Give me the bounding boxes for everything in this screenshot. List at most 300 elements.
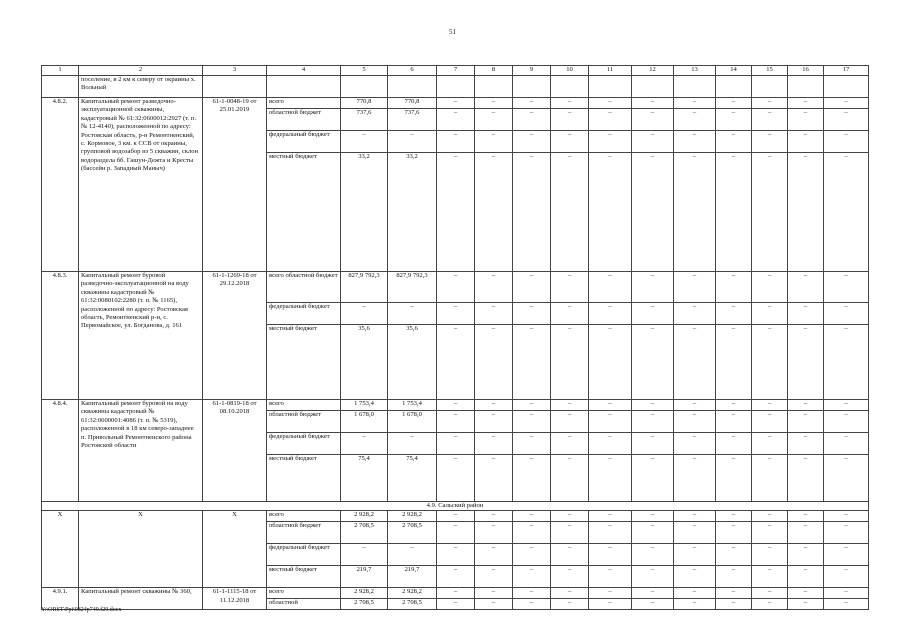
dash-cell: –	[475, 131, 513, 153]
dash-cell: –	[716, 433, 752, 455]
column-header: 7	[437, 66, 475, 76]
dash-cell: –	[716, 599, 752, 610]
dash-cell: –	[475, 153, 513, 272]
dash-cell: –	[551, 566, 589, 588]
dash-cell: –	[437, 400, 475, 411]
dash-cell: –	[788, 411, 824, 433]
dash-cell: –	[632, 433, 674, 455]
dash-cell: –	[788, 455, 824, 502]
dash-cell: –	[513, 272, 551, 303]
dash-cell: –	[513, 522, 551, 544]
dash-cell: –	[824, 566, 869, 588]
dash-cell: –	[752, 131, 788, 153]
dash-cell: –	[551, 544, 589, 566]
column-header: 15	[752, 66, 788, 76]
column-header: 4	[267, 66, 341, 76]
dash-cell: –	[632, 153, 674, 272]
amount-cell: 35,6	[341, 325, 388, 400]
dash-cell: –	[752, 400, 788, 411]
empty-cell	[267, 76, 341, 98]
dash-cell: –	[824, 109, 869, 131]
footer-path: Y:\ORST\Ppi\0824p749.f20.docx	[41, 607, 122, 613]
dash-cell: –	[632, 98, 674, 109]
amount-cell: –	[388, 303, 437, 325]
dash-cell: –	[589, 511, 632, 522]
dash-cell: –	[437, 153, 475, 272]
dash-cell: –	[716, 98, 752, 109]
empty-cell	[752, 76, 788, 98]
column-header: 12	[632, 66, 674, 76]
dash-cell: –	[589, 522, 632, 544]
amount-cell: 737,6	[388, 109, 437, 131]
page-number: 51	[449, 28, 456, 36]
dash-cell: –	[674, 588, 716, 599]
dash-cell: –	[632, 272, 674, 303]
dash-cell: –	[752, 599, 788, 610]
dash-cell: –	[824, 544, 869, 566]
amount-cell: 2 708,5	[341, 522, 388, 544]
dash-cell: –	[632, 325, 674, 400]
dash-cell: –	[437, 411, 475, 433]
dash-cell: –	[674, 400, 716, 411]
dash-cell: –	[632, 109, 674, 131]
column-header: 1	[42, 66, 79, 76]
dash-cell: –	[632, 303, 674, 325]
dash-cell: –	[716, 588, 752, 599]
amount-cell: –	[388, 544, 437, 566]
dash-cell: –	[674, 98, 716, 109]
dash-cell: –	[551, 433, 589, 455]
dash-cell: –	[551, 599, 589, 610]
dash-cell: –	[716, 455, 752, 502]
dash-cell: –	[674, 272, 716, 303]
row-number: 4.8.4.	[42, 400, 79, 502]
dash-cell: –	[752, 511, 788, 522]
amount-cell: 770,8	[388, 98, 437, 109]
dash-cell: –	[475, 455, 513, 502]
dash-cell: –	[475, 400, 513, 411]
dash-cell: –	[475, 272, 513, 303]
table-row	[42, 98, 869, 109]
dash-cell: –	[674, 411, 716, 433]
dash-cell: –	[788, 588, 824, 599]
dash-cell: –	[437, 325, 475, 400]
dash-cell: –	[674, 109, 716, 131]
amount-cell: 33,2	[341, 153, 388, 272]
dash-cell: –	[513, 303, 551, 325]
dash-cell: –	[788, 109, 824, 131]
table-row	[42, 588, 869, 599]
empty-cell	[203, 76, 267, 98]
budget-source: областной бюджет	[267, 109, 341, 131]
amount-cell: 1 678,0	[388, 411, 437, 433]
object-name: Капитальный ремонт скважины № 360,	[79, 588, 203, 610]
dash-cell: –	[674, 131, 716, 153]
amount-cell: 1 678,0	[341, 411, 388, 433]
dash-cell: –	[513, 511, 551, 522]
dash-cell: –	[513, 400, 551, 411]
budget-source: областной бюджет	[267, 411, 341, 433]
section-row	[42, 502, 869, 511]
document-ref: 61-1-1269-18 от 29.12.2018	[203, 272, 267, 400]
dash-cell: –	[674, 511, 716, 522]
object-name: Капитальный ремонт буровой разведочно-эксплуатационной на воду скважины кадастровый № 61:32:0080102:2280 (т. п. № 1165), расположенной по адресу: Ростовская область, Ремонтненский р-н, с. Первомайское, ул. Богданова, д. 161	[79, 272, 203, 400]
dash-cell: –	[551, 411, 589, 433]
dash-cell: –	[788, 522, 824, 544]
dash-cell: –	[716, 272, 752, 303]
amount-cell: 75,4	[341, 455, 388, 502]
dash-cell: –	[437, 522, 475, 544]
dash-cell: –	[788, 272, 824, 303]
empty-cell	[513, 76, 551, 98]
dash-cell: –	[475, 411, 513, 433]
dash-cell: –	[437, 455, 475, 502]
dash-cell: –	[824, 599, 869, 610]
dash-cell: –	[551, 109, 589, 131]
amount-cell: 1 753,4	[388, 400, 437, 411]
dash-cell: –	[475, 511, 513, 522]
dash-cell: –	[788, 433, 824, 455]
empty-cell	[632, 76, 674, 98]
empty-cell	[341, 76, 388, 98]
amount-cell: 2 708,5	[388, 522, 437, 544]
dash-cell: –	[824, 588, 869, 599]
dash-cell: –	[632, 131, 674, 153]
column-header: 13	[674, 66, 716, 76]
dash-cell: –	[632, 411, 674, 433]
dash-cell: –	[513, 411, 551, 433]
document-ref: 61-1-0048-19 от 25.01.2019	[203, 98, 267, 272]
header-row	[42, 66, 869, 76]
dash-cell: –	[551, 588, 589, 599]
dash-cell: –	[788, 544, 824, 566]
dash-cell: –	[716, 109, 752, 131]
dash-cell: –	[824, 153, 869, 272]
dash-cell: –	[437, 511, 475, 522]
dash-cell: –	[475, 588, 513, 599]
amount-cell: 770,8	[341, 98, 388, 109]
budget-source: федеральный бюджет	[267, 131, 341, 153]
empty-cell	[788, 76, 824, 98]
dash-cell: –	[589, 455, 632, 502]
dash-cell: –	[824, 400, 869, 411]
dash-cell: –	[788, 566, 824, 588]
dash-cell: –	[475, 599, 513, 610]
dash-cell: –	[513, 153, 551, 272]
dash-cell: –	[824, 303, 869, 325]
dash-cell: –	[674, 544, 716, 566]
column-header: 2	[79, 66, 203, 76]
amount-cell: –	[388, 131, 437, 153]
dash-cell: –	[551, 98, 589, 109]
x-marker: Х	[79, 511, 203, 588]
dash-cell: –	[752, 325, 788, 400]
object-name: Капитальный ремонт буровой на воду скважины кадастровый № 61:32:0600001:4086 (т. п. № 5319), расположенной в 18 км северо-западнее п. Привольный Ремонтненского района Ростовской области	[79, 400, 203, 502]
dash-cell: –	[788, 303, 824, 325]
budget-source: областной	[267, 599, 341, 610]
dash-cell: –	[632, 588, 674, 599]
dash-cell: –	[437, 98, 475, 109]
dash-cell: –	[475, 544, 513, 566]
dash-cell: –	[752, 433, 788, 455]
amount-cell: –	[341, 433, 388, 455]
dash-cell: –	[513, 131, 551, 153]
empty-cell	[42, 76, 79, 98]
amount-cell: –	[388, 433, 437, 455]
budget-table	[41, 65, 869, 610]
dash-cell: –	[589, 98, 632, 109]
dash-cell: –	[674, 566, 716, 588]
budget-source: федеральный бюджет	[267, 303, 341, 325]
table-body	[42, 66, 869, 610]
dash-cell: –	[437, 566, 475, 588]
dash-cell: –	[475, 325, 513, 400]
amount-cell: –	[341, 131, 388, 153]
dash-cell: –	[752, 588, 788, 599]
amount-cell: 219,7	[388, 566, 437, 588]
dash-cell: –	[513, 325, 551, 400]
column-header: 14	[716, 66, 752, 76]
dash-cell: –	[437, 433, 475, 455]
dash-cell: –	[551, 131, 589, 153]
column-header: 6	[388, 66, 437, 76]
empty-cell	[824, 76, 869, 98]
dash-cell: –	[437, 303, 475, 325]
dash-cell: –	[752, 566, 788, 588]
dash-cell: –	[513, 433, 551, 455]
dash-cell: –	[589, 400, 632, 411]
dash-cell: –	[551, 455, 589, 502]
document-ref: 61-1-0819-18 от 08.10.2018	[203, 400, 267, 502]
dash-cell: –	[716, 411, 752, 433]
dash-cell: –	[632, 455, 674, 502]
dash-cell: –	[551, 511, 589, 522]
empty-cell	[388, 76, 437, 98]
amount-cell: 219,7	[341, 566, 388, 588]
dash-cell: –	[589, 566, 632, 588]
empty-cell	[437, 76, 475, 98]
dash-cell: –	[513, 98, 551, 109]
amount-cell: 33,2	[388, 153, 437, 272]
empty-cell	[716, 76, 752, 98]
amount-cell: 827,9 792,3	[388, 272, 437, 303]
dash-cell: –	[752, 153, 788, 272]
dash-cell: –	[437, 272, 475, 303]
row-number: 4.8.2.	[42, 98, 79, 272]
dash-cell: –	[475, 109, 513, 131]
dash-cell: –	[632, 599, 674, 610]
dash-cell: –	[674, 599, 716, 610]
empty-cell	[475, 76, 513, 98]
amount-cell: 75,4	[388, 455, 437, 502]
dash-cell: –	[589, 544, 632, 566]
budget-source: местный бюджет	[267, 455, 341, 502]
budget-source: всего	[267, 511, 341, 522]
dash-cell: –	[824, 325, 869, 400]
empty-cell	[551, 76, 589, 98]
dash-cell: –	[716, 511, 752, 522]
column-header: 3	[203, 66, 267, 76]
dash-cell: –	[674, 325, 716, 400]
amount-cell: 2 928,2	[341, 511, 388, 522]
dash-cell: –	[716, 131, 752, 153]
dash-cell: –	[716, 153, 752, 272]
column-header: 17	[824, 66, 869, 76]
dash-cell: –	[551, 272, 589, 303]
budget-source: всего	[267, 588, 341, 599]
amount-cell: 737,6	[341, 109, 388, 131]
dash-cell: –	[589, 411, 632, 433]
dash-cell: –	[824, 131, 869, 153]
amount-cell: 2 708,5	[388, 599, 437, 610]
amount-cell: 2 928,2	[341, 588, 388, 599]
dash-cell: –	[716, 303, 752, 325]
dash-cell: –	[475, 98, 513, 109]
dash-cell: –	[437, 599, 475, 610]
column-header: 10	[551, 66, 589, 76]
dash-cell: –	[437, 588, 475, 599]
dash-cell: –	[551, 325, 589, 400]
dash-cell: –	[589, 303, 632, 325]
dash-cell: –	[824, 522, 869, 544]
dash-cell: –	[475, 522, 513, 544]
amount-cell: 35,6	[388, 325, 437, 400]
column-header: 5	[341, 66, 388, 76]
budget-source: федеральный бюджет	[267, 433, 341, 455]
budget-source: местный бюджет	[267, 566, 341, 588]
row-number: 4.8.3.	[42, 272, 79, 400]
dash-cell: –	[513, 455, 551, 502]
dash-cell: –	[716, 522, 752, 544]
amount-cell: 2 928,2	[388, 511, 437, 522]
dash-cell: –	[824, 455, 869, 502]
amount-cell: 2 928,2	[388, 588, 437, 599]
dash-cell: –	[752, 272, 788, 303]
amount-cell: 2 708,5	[341, 599, 388, 610]
dash-cell: –	[632, 522, 674, 544]
dash-cell: –	[437, 109, 475, 131]
budget-source: федеральный бюджет	[267, 544, 341, 566]
table-row	[42, 272, 869, 303]
budget-source: всего	[267, 98, 341, 109]
dash-cell: –	[632, 400, 674, 411]
dash-cell: –	[824, 98, 869, 109]
budget-source: местный бюджет	[267, 153, 341, 272]
dash-cell: –	[475, 303, 513, 325]
dash-cell: –	[475, 433, 513, 455]
object-name: поселение, в 2 км к северу от окраины х. Вольный	[79, 76, 203, 98]
dash-cell: –	[475, 566, 513, 588]
dash-cell: –	[674, 455, 716, 502]
dash-cell: –	[513, 588, 551, 599]
dash-cell: –	[752, 522, 788, 544]
dash-cell: –	[752, 109, 788, 131]
dash-cell: –	[513, 599, 551, 610]
dash-cell: –	[674, 522, 716, 544]
dash-cell: –	[551, 153, 589, 272]
budget-source: местный бюджет	[267, 325, 341, 400]
dash-cell: –	[589, 153, 632, 272]
amount-cell: –	[341, 303, 388, 325]
empty-cell	[589, 76, 632, 98]
dash-cell: –	[716, 544, 752, 566]
dash-cell: –	[824, 272, 869, 303]
section-title: 4.9. Сальский район	[42, 502, 869, 511]
dash-cell: –	[589, 109, 632, 131]
budget-source: областной бюджет	[267, 522, 341, 544]
dash-cell: –	[752, 98, 788, 109]
amount-cell: 827,9 792,3	[341, 272, 388, 303]
dash-cell: –	[513, 109, 551, 131]
dash-cell: –	[716, 566, 752, 588]
column-header: 9	[513, 66, 551, 76]
dash-cell: –	[824, 511, 869, 522]
dash-cell: –	[632, 566, 674, 588]
budget-source: всего	[267, 400, 341, 411]
dash-cell: –	[752, 411, 788, 433]
dash-cell: –	[589, 131, 632, 153]
dash-cell: –	[437, 544, 475, 566]
column-header: 11	[589, 66, 632, 76]
dash-cell: –	[551, 522, 589, 544]
dash-cell: –	[589, 433, 632, 455]
amount-cell: –	[341, 544, 388, 566]
amount-cell: 1 753,4	[341, 400, 388, 411]
column-header: 8	[475, 66, 513, 76]
dash-cell: –	[788, 153, 824, 272]
budget-source: всего областной бюджет	[267, 272, 341, 303]
x-marker: Х	[42, 511, 79, 588]
dash-cell: –	[674, 433, 716, 455]
dash-cell: –	[824, 411, 869, 433]
dash-cell: –	[788, 131, 824, 153]
document-ref: 61-1-1115-18 от 11.12.2018	[203, 588, 267, 610]
dash-cell: –	[788, 599, 824, 610]
dash-cell: –	[589, 325, 632, 400]
dash-cell: –	[589, 588, 632, 599]
dash-cell: –	[674, 153, 716, 272]
dash-cell: –	[788, 400, 824, 411]
dash-cell: –	[788, 511, 824, 522]
dash-cell: –	[589, 272, 632, 303]
dash-cell: –	[752, 455, 788, 502]
object-name: Капитальный ремонт разведочно-эксплуатационной скважины, кадастровый № 61:32:0600012:2927 (т. п. № 12-4140), расположенной по адресу: Ростовская область, р-н Ремонтненский, с. Кормовое, 3 км. к ССВ от окраины, групповой водозабор из 5 скважин, склон водораздела бб. Гашун-Дежта и Кресты (бассейн р. Западный Маныч)	[79, 98, 203, 272]
dash-cell: –	[513, 566, 551, 588]
dash-cell: –	[788, 325, 824, 400]
dash-cell: –	[632, 544, 674, 566]
dash-cell: –	[437, 131, 475, 153]
dash-cell: –	[752, 303, 788, 325]
dash-cell: –	[752, 544, 788, 566]
continuation-row	[42, 76, 869, 98]
dash-cell: –	[632, 511, 674, 522]
dash-cell: –	[716, 400, 752, 411]
dash-cell: –	[551, 400, 589, 411]
dash-cell: –	[788, 98, 824, 109]
dash-cell: –	[824, 433, 869, 455]
x-marker: Х	[203, 511, 267, 588]
column-header: 16	[788, 66, 824, 76]
dash-cell: –	[716, 325, 752, 400]
dash-cell: –	[589, 599, 632, 610]
dash-cell: –	[674, 303, 716, 325]
table-row	[42, 400, 869, 411]
row-number: 4.9.1.	[42, 588, 79, 610]
dash-cell: –	[513, 544, 551, 566]
empty-cell	[674, 76, 716, 98]
dash-cell: –	[551, 303, 589, 325]
summary-row	[42, 511, 869, 522]
